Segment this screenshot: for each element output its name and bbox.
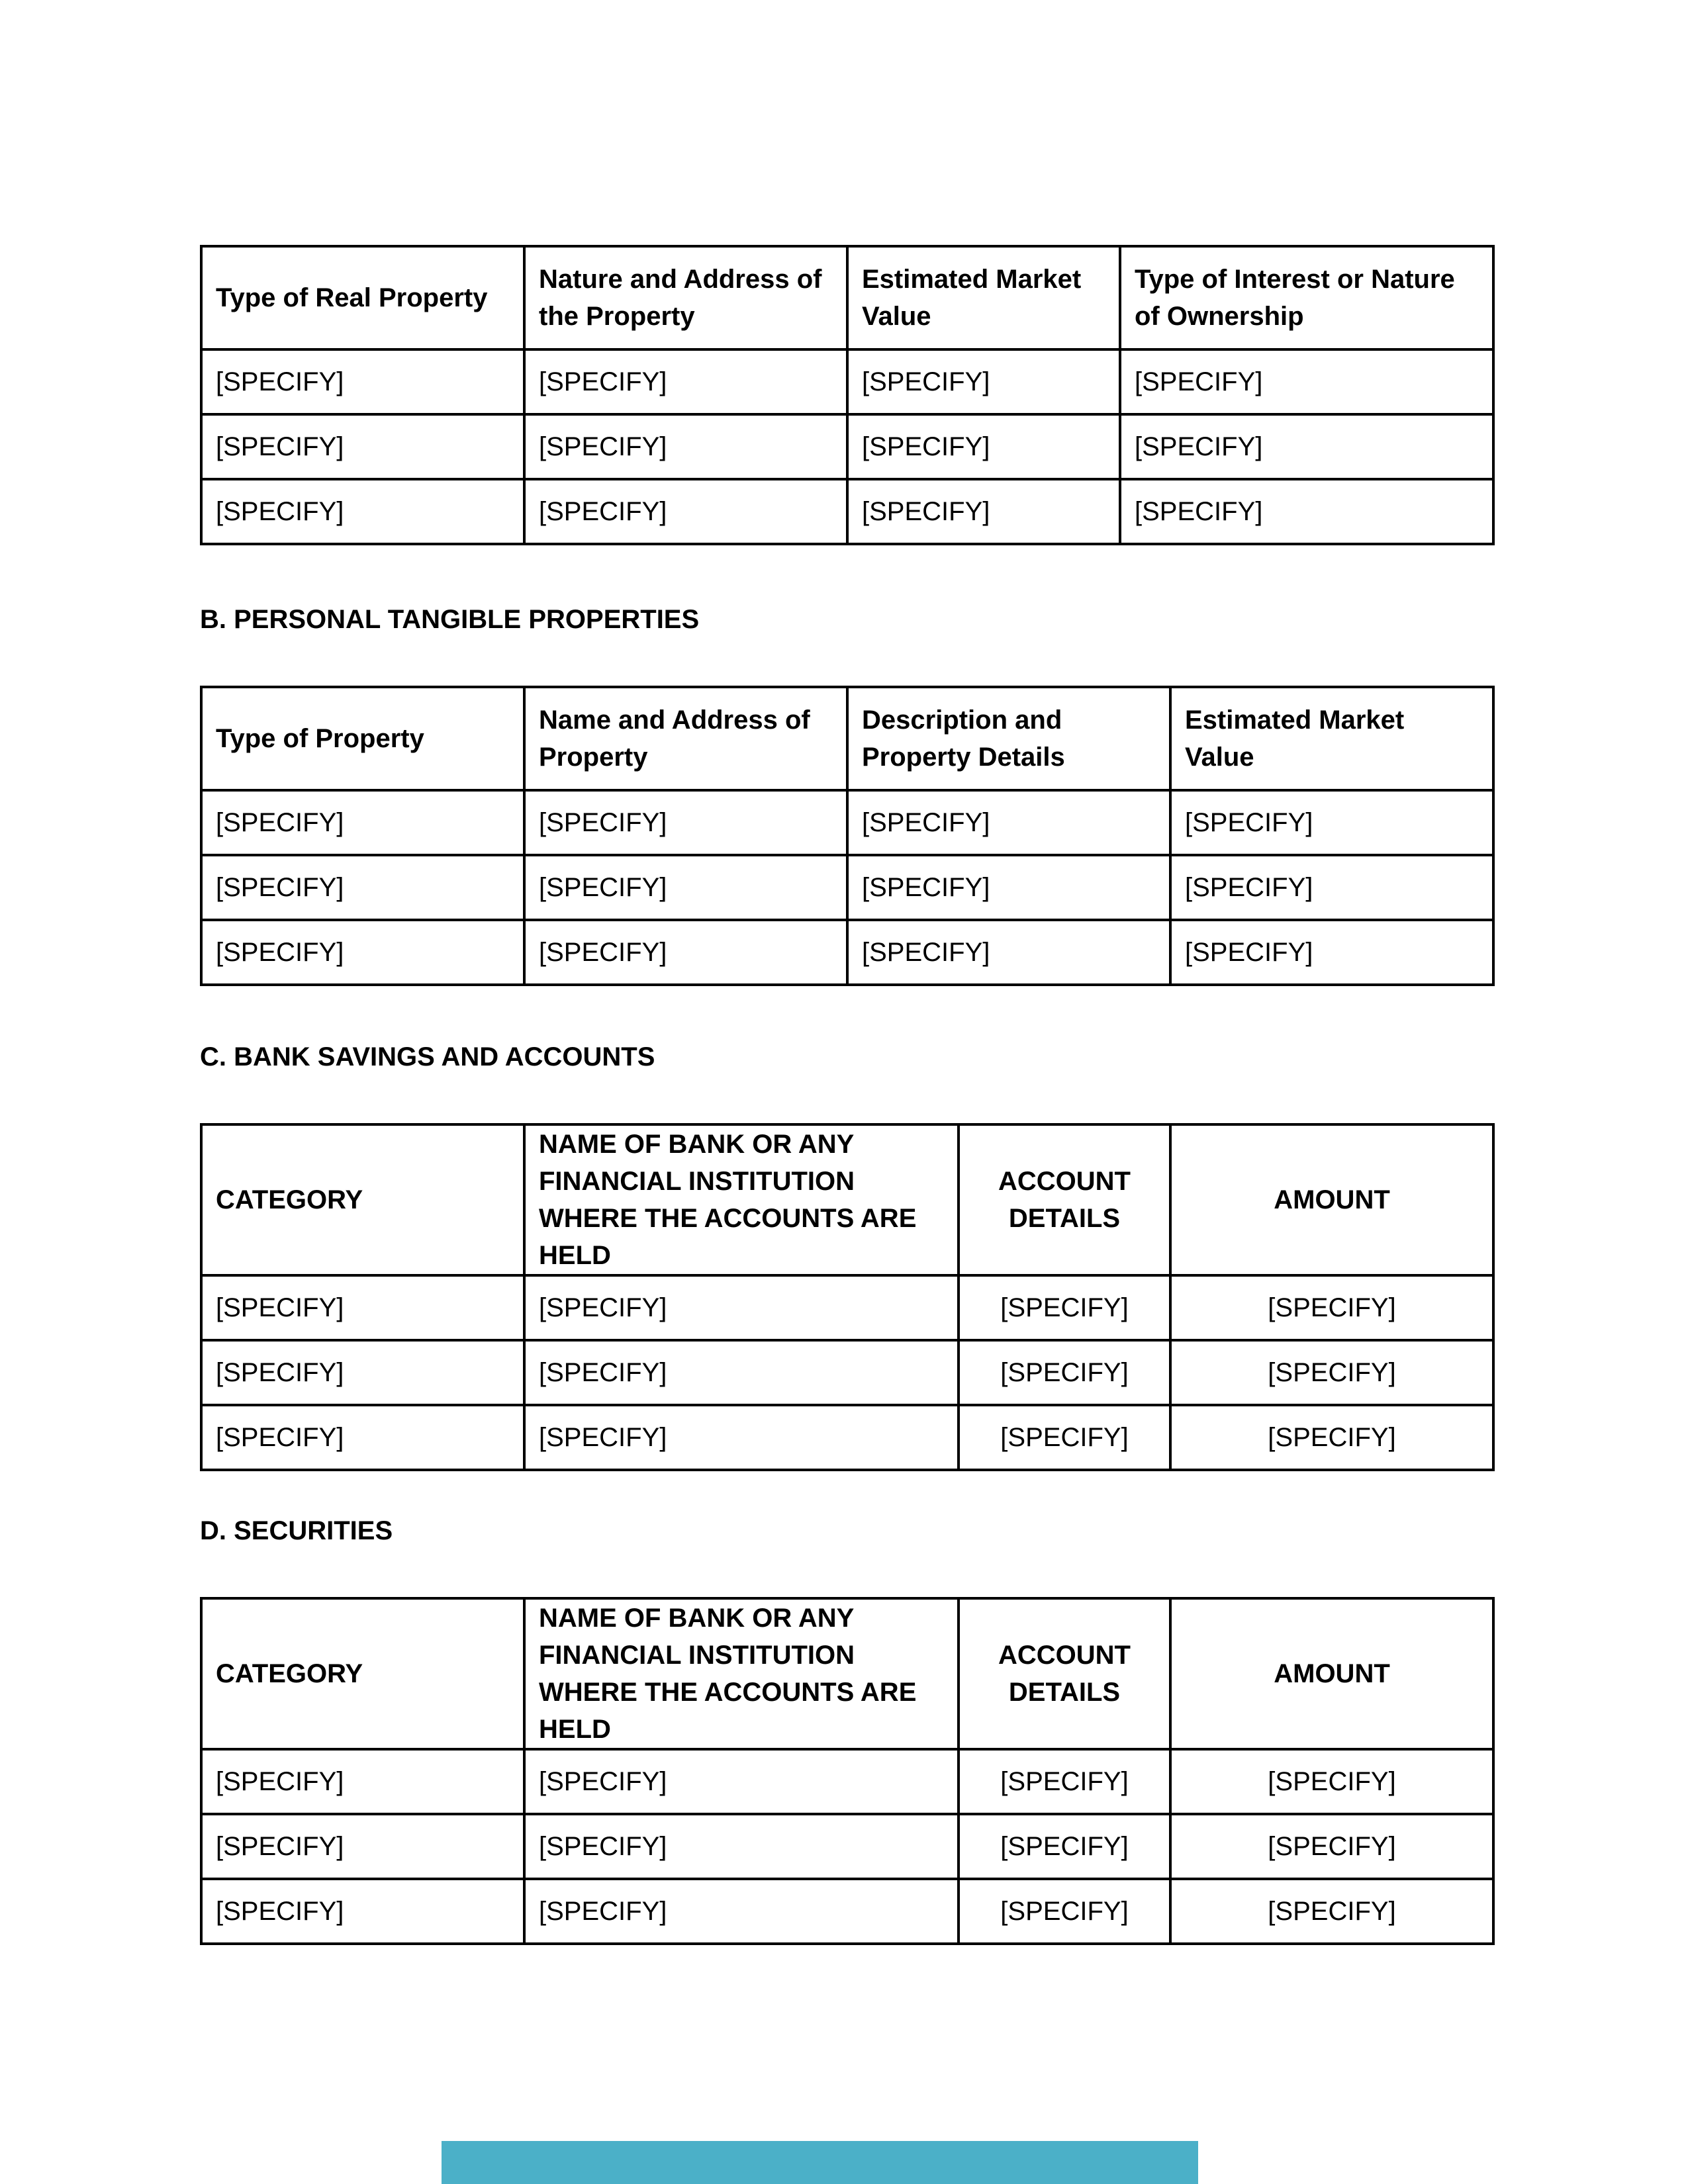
table-cell[interactable]: [SPECIFY] bbox=[201, 479, 524, 544]
table-row bbox=[201, 790, 1493, 855]
header-cell: Estimated Market Value bbox=[1170, 687, 1493, 790]
table-cell[interactable]: [SPECIFY] bbox=[1170, 1405, 1493, 1470]
table-cell[interactable]: [SPECIFY] bbox=[847, 479, 1120, 544]
table-row bbox=[201, 479, 1493, 544]
table-cell[interactable]: [SPECIFY] bbox=[847, 349, 1120, 414]
table-cell[interactable]: [SPECIFY] bbox=[847, 414, 1120, 479]
table-cell[interactable]: [SPECIFY] bbox=[524, 1340, 959, 1405]
table-cell[interactable]: [SPECIFY] bbox=[201, 1275, 524, 1340]
table-cell[interactable]: [SPECIFY] bbox=[1170, 855, 1493, 920]
table-cell[interactable]: [SPECIFY] bbox=[201, 790, 524, 855]
table-cell[interactable]: [SPECIFY] bbox=[201, 349, 524, 414]
table-cell[interactable]: [SPECIFY] bbox=[959, 1275, 1170, 1340]
table-row bbox=[201, 1340, 1493, 1405]
table-row bbox=[201, 1275, 1493, 1340]
table-cell[interactable]: [SPECIFY] bbox=[1120, 414, 1493, 479]
table-header-row bbox=[201, 1124, 1493, 1275]
footer-accent-bar bbox=[442, 2141, 1198, 2184]
table-cell[interactable]: [SPECIFY] bbox=[847, 920, 1170, 985]
header-cell: Nature and Address of the Property bbox=[524, 246, 847, 349]
table-cell[interactable]: [SPECIFY] bbox=[201, 1879, 524, 1944]
table-header-row bbox=[201, 687, 1493, 790]
table-header-row bbox=[201, 1598, 1493, 1749]
header-cell: CATEGORY bbox=[201, 1124, 524, 1275]
table-cell[interactable]: [SPECIFY] bbox=[524, 855, 847, 920]
table-cell[interactable]: [SPECIFY] bbox=[1170, 1879, 1493, 1944]
table-cell[interactable]: [SPECIFY] bbox=[524, 349, 847, 414]
table-cell[interactable]: [SPECIFY] bbox=[201, 1405, 524, 1470]
table-cell[interactable]: [SPECIFY] bbox=[524, 1749, 959, 1814]
table-cell[interactable]: [SPECIFY] bbox=[959, 1749, 1170, 1814]
table-cell[interactable]: [SPECIFY] bbox=[201, 1814, 524, 1879]
header-cell: ACCOUNT DETAILS bbox=[959, 1124, 1170, 1275]
real-property-table bbox=[200, 245, 1495, 545]
table-cell[interactable]: [SPECIFY] bbox=[524, 479, 847, 544]
header-cell: CATEGORY bbox=[201, 1598, 524, 1749]
table-cell[interactable]: [SPECIFY] bbox=[1170, 1275, 1493, 1340]
table-cell[interactable]: [SPECIFY] bbox=[1170, 1749, 1493, 1814]
table-cell[interactable]: [SPECIFY] bbox=[524, 1879, 959, 1944]
header-cell: Type of Interest or Nature of Ownership bbox=[1120, 246, 1493, 349]
table-cell[interactable]: [SPECIFY] bbox=[1170, 920, 1493, 985]
table-row bbox=[201, 1879, 1493, 1944]
table-row bbox=[201, 920, 1493, 985]
table-cell[interactable]: [SPECIFY] bbox=[524, 790, 847, 855]
header-cell: AMOUNT bbox=[1170, 1598, 1493, 1749]
table-cell[interactable]: [SPECIFY] bbox=[524, 1275, 959, 1340]
table-cell[interactable]: [SPECIFY] bbox=[1170, 1814, 1493, 1879]
table-header-row bbox=[201, 246, 1493, 349]
section-title-securities: D. SECURITIES bbox=[200, 1516, 393, 1545]
personal-tangible-table bbox=[200, 686, 1495, 986]
header-cell: Estimated Market Value bbox=[847, 246, 1120, 349]
header-cell: NAME OF BANK OR ANY FINANCIAL INSTITUTION WHERE THE ACCOUNTS ARE HELD bbox=[524, 1598, 959, 1749]
table-cell[interactable]: [SPECIFY] bbox=[201, 1749, 524, 1814]
table-cell[interactable]: [SPECIFY] bbox=[201, 414, 524, 479]
securities-table bbox=[200, 1597, 1495, 1945]
table-cell[interactable]: [SPECIFY] bbox=[1120, 349, 1493, 414]
table-cell[interactable]: [SPECIFY] bbox=[1120, 479, 1493, 544]
table-cell[interactable]: [SPECIFY] bbox=[524, 414, 847, 479]
section-title-personal-tangible: B. PERSONAL TANGIBLE PROPERTIES bbox=[200, 605, 700, 634]
table-cell[interactable]: [SPECIFY] bbox=[524, 1814, 959, 1879]
table-cell[interactable]: [SPECIFY] bbox=[1170, 1340, 1493, 1405]
header-cell: Type of Property bbox=[201, 687, 524, 790]
table-cell[interactable]: [SPECIFY] bbox=[201, 920, 524, 985]
header-cell: ACCOUNT DETAILS bbox=[959, 1598, 1170, 1749]
table-cell[interactable]: [SPECIFY] bbox=[524, 920, 847, 985]
table-cell[interactable]: [SPECIFY] bbox=[959, 1814, 1170, 1879]
table-row bbox=[201, 1405, 1493, 1470]
table-cell[interactable]: [SPECIFY] bbox=[847, 855, 1170, 920]
header-cell: Type of Real Property bbox=[201, 246, 524, 349]
header-cell: Description and Property Details bbox=[847, 687, 1170, 790]
header-cell: NAME OF BANK OR ANY FINANCIAL INSTITUTION WHERE THE ACCOUNTS ARE HELD bbox=[524, 1124, 959, 1275]
bank-savings-table bbox=[200, 1123, 1495, 1471]
table-cell[interactable]: [SPECIFY] bbox=[959, 1340, 1170, 1405]
table-row bbox=[201, 855, 1493, 920]
table-cell[interactable]: [SPECIFY] bbox=[1170, 790, 1493, 855]
table-cell[interactable]: [SPECIFY] bbox=[201, 1340, 524, 1405]
table-cell[interactable]: [SPECIFY] bbox=[201, 855, 524, 920]
table-cell[interactable]: [SPECIFY] bbox=[959, 1879, 1170, 1944]
header-cell: AMOUNT bbox=[1170, 1124, 1493, 1275]
table-cell[interactable]: [SPECIFY] bbox=[959, 1405, 1170, 1470]
table-cell[interactable]: [SPECIFY] bbox=[524, 1405, 959, 1470]
table-cell[interactable]: [SPECIFY] bbox=[847, 790, 1170, 855]
table-row bbox=[201, 349, 1493, 414]
table-row bbox=[201, 1749, 1493, 1814]
section-title-bank-savings: C. BANK SAVINGS AND ACCOUNTS bbox=[200, 1042, 655, 1071]
table-row bbox=[201, 1814, 1493, 1879]
table-row bbox=[201, 414, 1493, 479]
header-cell: Name and Address of Property bbox=[524, 687, 847, 790]
